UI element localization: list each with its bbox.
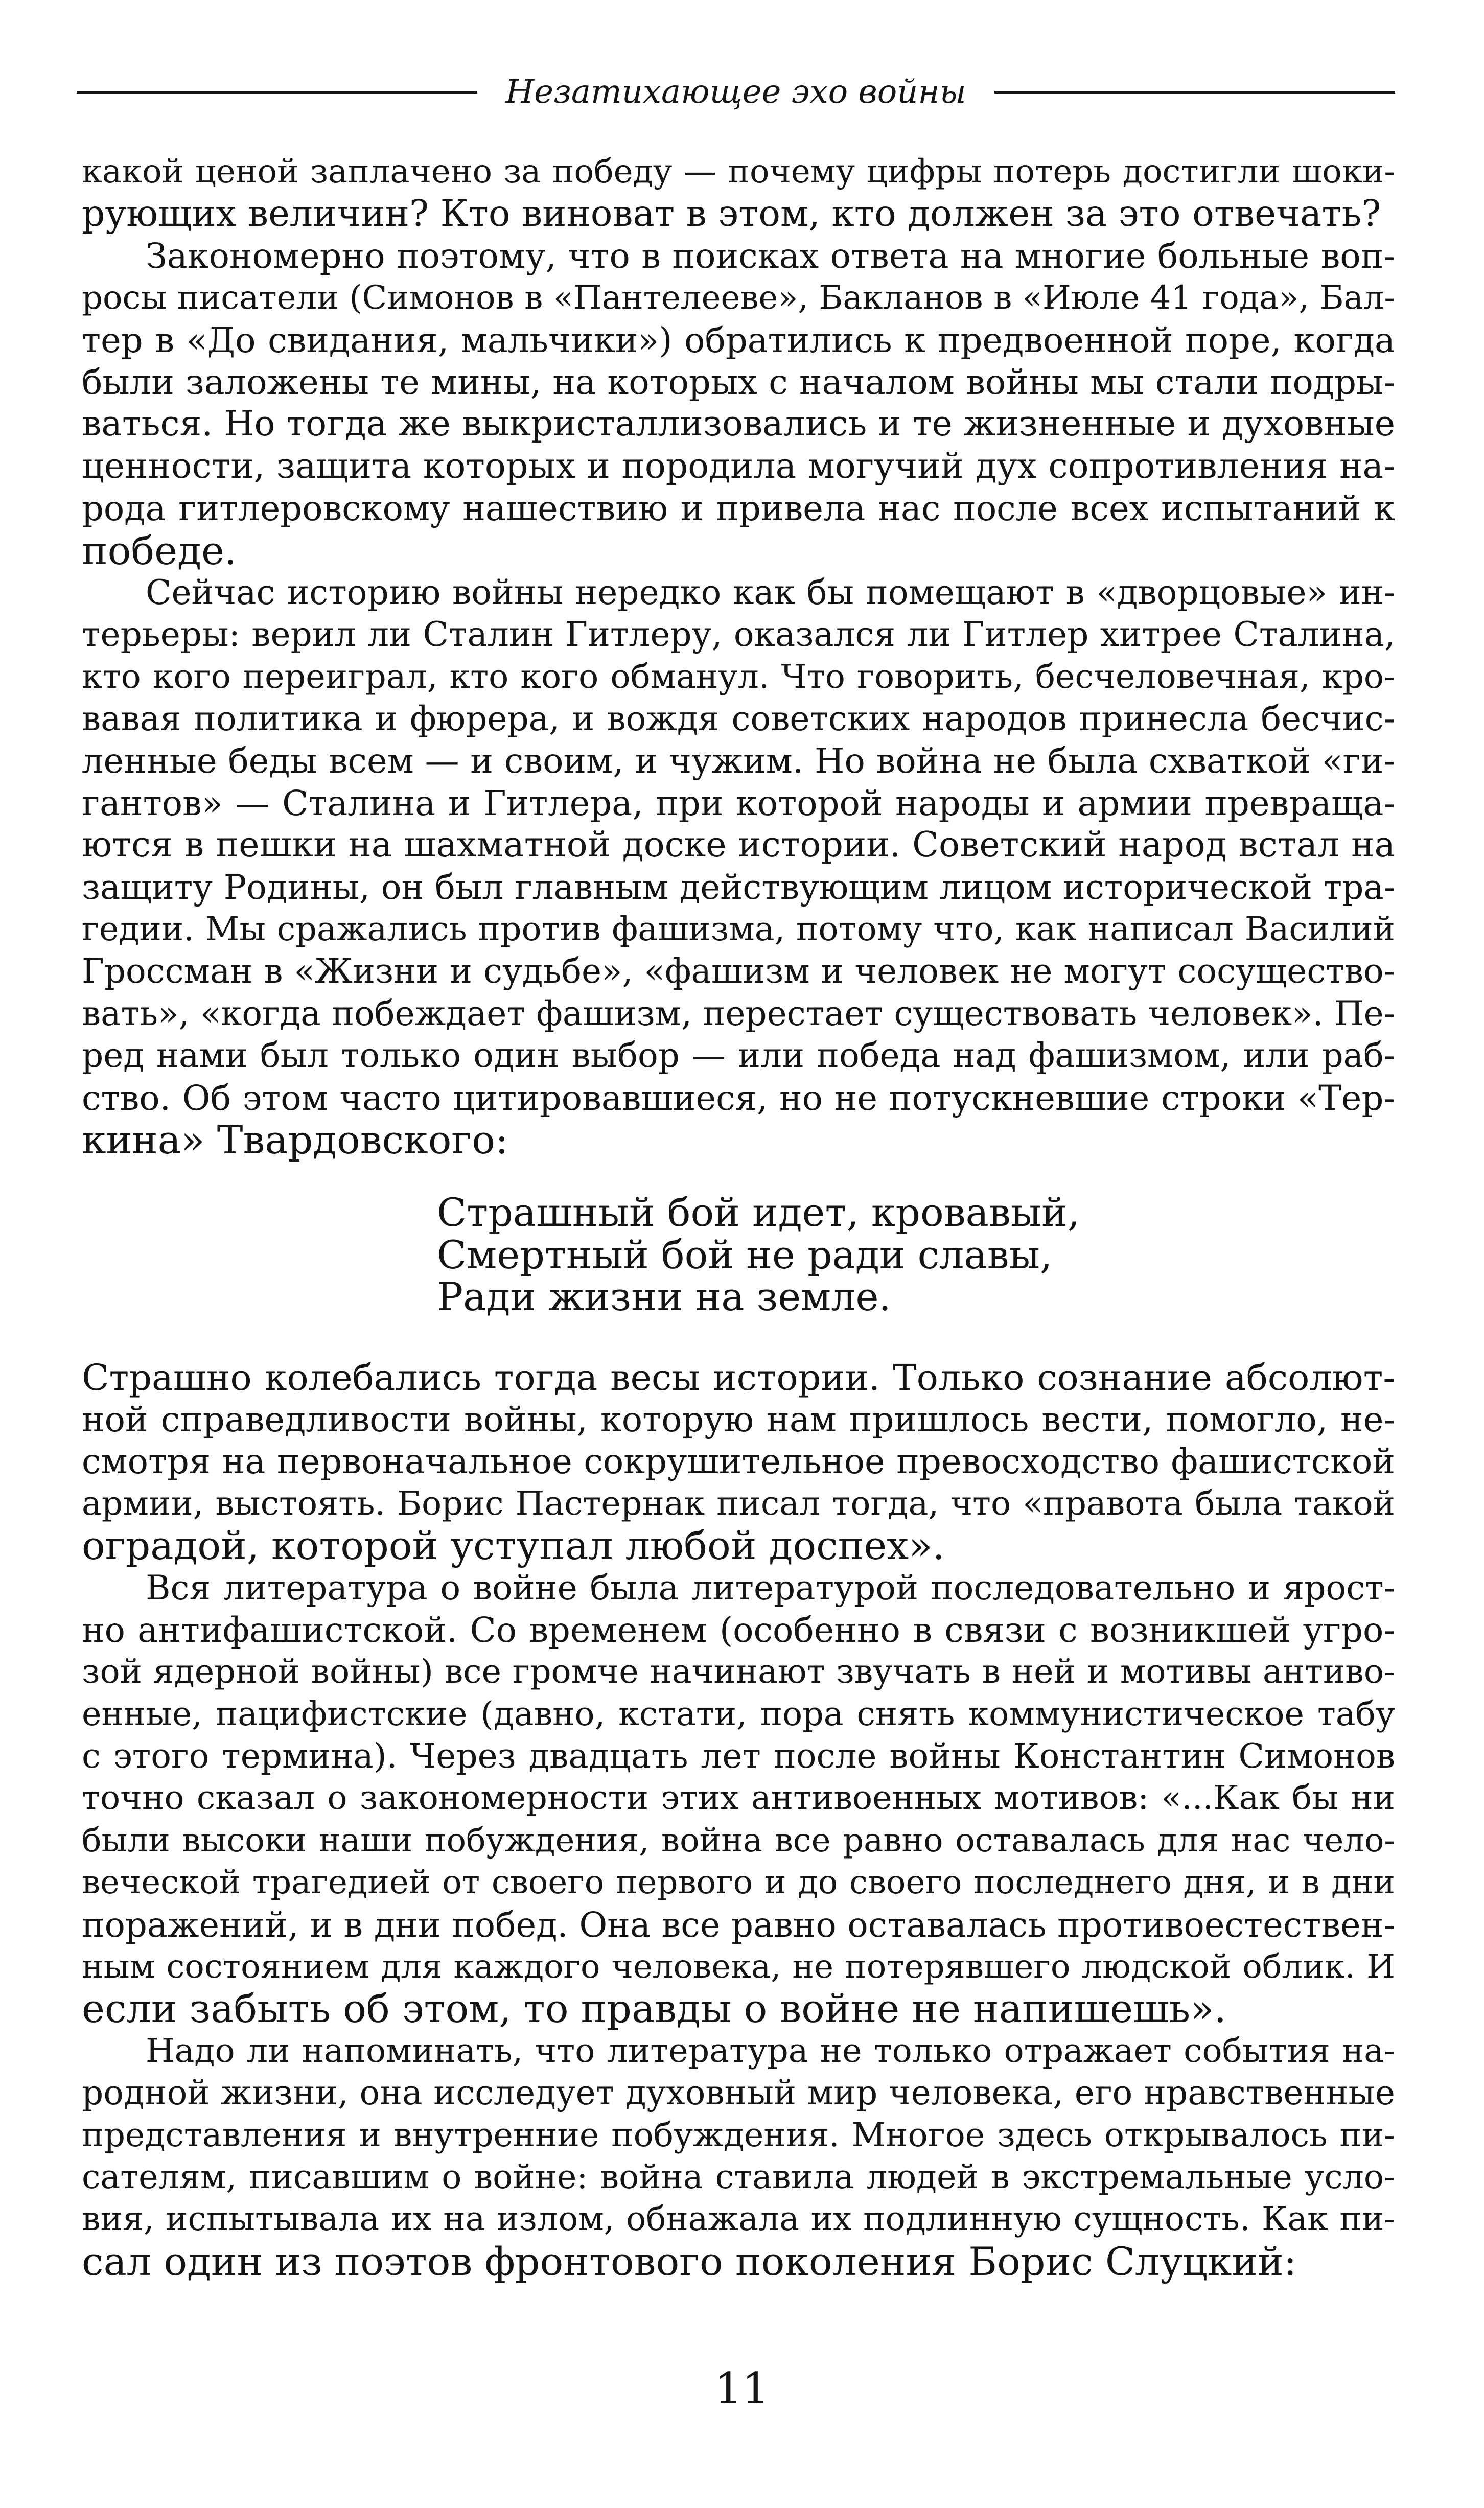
text-line: защиту Родины, он был главным действующим лицом исторической тра- [82, 867, 1395, 907]
text-line: ценности, защита которых и породила могучий дух сопротивления на- [82, 446, 1395, 486]
text-line: кто кого переиграл, кто кого обманул. Что говорить, бесчеловечная, кро- [82, 657, 1395, 696]
text-line: были высоки наши побуждения, война все равно оставалась для нас чело- [82, 1821, 1395, 1860]
verse-quote [82, 1192, 1395, 1318]
text-line: Сейчас историю войны нередко как бы помещают в «дворцовые» ин- [146, 572, 1395, 612]
verse-line: Страшный бой идет, кровавый, [437, 1190, 1080, 1236]
text-line: ются в пешки на шахматной доске истории. Советский народ встал на [82, 825, 1395, 866]
paragraph [82, 1357, 1395, 1567]
text-line: ваться. Но тогда же выкристаллизовались и те жизненные и духовные [82, 404, 1395, 445]
text-line: сателям, писавшим о войне: война ставила людей в экстремальные усло- [82, 2157, 1395, 2196]
text-line: сал один из поэтов фронтового поколения Борис Слуцкий: [82, 2238, 1297, 2284]
paragraph [82, 1567, 1395, 2030]
text-line: рода гитлеровскому нашествию и привела нас после всех испытаний к [82, 489, 1395, 529]
text-line: Вся литература о войне была литературой последовательно и ярост- [146, 1568, 1395, 1608]
text-line: армии, выстоять. Борис Пастернак писал тогда, что «правота была такой [82, 1484, 1395, 1523]
text-line: родной жизни, она исследует духовный мир человека, его нравственные [82, 2073, 1395, 2113]
paragraph [82, 2030, 1395, 2283]
paragraph [82, 572, 1395, 1161]
verse-line: Ради жизни на земле. [437, 1274, 891, 1320]
text-line: Закономерно поэтому, что в поисках ответа на многие больные воп- [146, 236, 1395, 276]
body-text [82, 151, 1395, 2283]
verse-line: Смертный бой не ради славы, [437, 1232, 1053, 1278]
text-line: гедии. Мы сражались против фашизма, потому что, как написал Василий [82, 910, 1395, 949]
text-line: победе. [82, 527, 237, 573]
header-rule-left [77, 91, 477, 94]
text-line: росы писатели (Симонов в «Пантелееве», Бакланов в «Июле 41 года», Бал- [82, 279, 1395, 317]
text-line: рующих величин? Кто виноват в этом, кто должен за это отвечать? [82, 192, 1381, 235]
text-line: вия, испытывала их на излом, обнажала их подлинную сущность. Как пи- [82, 2200, 1395, 2239]
text-line: если забыть об этом, то правды о войне не напишешь». [82, 1986, 1226, 2032]
text-line: ред нами был только один выбор — или победа над фашизмом, или раб- [82, 1036, 1395, 1076]
text-line: Гроссман в «Жизни и судьбе», «фашизм и человек не могут сосущество- [82, 951, 1395, 991]
paragraph [82, 235, 1395, 572]
paragraph [82, 151, 1395, 235]
text-line: но антифашистской. Со временем (особенно в связи с возникшей угро- [82, 1610, 1395, 1650]
text-line: смотря на первоначальное сокрушительное превосходство фашистской [82, 1442, 1395, 1482]
header-rule-right [994, 91, 1395, 94]
text-line: вавая политика и фюрера, и вождя советских народов принесла бесчис- [82, 699, 1395, 739]
text-line: веческой трагедией от своего первого и до своего последнего дня, и в дни [82, 1864, 1395, 1902]
text-line: точно сказал о закономерности этих антивоенных мотивов: «...Как бы ни [82, 1779, 1395, 1818]
text-line: Надо ли напоминать, что литература не только отражает события на- [146, 2031, 1395, 2070]
text-line: зой ядерной войны) все громче начинают звучать в ней и мотивы антиво- [82, 1653, 1395, 1691]
text-line: какой ценой заплачено за победу — почему цифры потерь достигли шоки- [82, 153, 1395, 191]
running-header [77, 72, 1395, 112]
page-number: 11 [714, 2363, 770, 2413]
text-line: были заложены те мины, на которых с началом войны мы стали подры- [82, 362, 1395, 402]
text-line: кина» Твардовского: [82, 1117, 508, 1163]
text-line: вать», «когда побеждает фашизм, перестает существовать человек». Пе- [82, 993, 1395, 1033]
text-line: енные, пацифистские (давно, кстати, пора снять коммунистическое табу [82, 1694, 1395, 1733]
text-line: Страшно колебались тогда весы истории. Только сознание абсолют- [82, 1356, 1395, 1399]
text-line: с этого термина). Через двадцать лет после войны Константин Симонов [82, 1736, 1395, 1776]
text-line: оградой, которой уступал любой доспех». [82, 1523, 945, 1569]
text-line: ленные беды всем — и своим, и чужим. Но война не была схваткой «ги- [82, 741, 1395, 781]
text-line: представления и внутренние побуждения. Многое здесь открывалось пи- [82, 2116, 1395, 2154]
text-line: ным состоянием для каждого человека, не потерявшего людской облик. И [82, 1948, 1395, 1986]
text-line: тер в «До свидания, мальчики») обратились к предвоенной поре, когда [82, 320, 1395, 360]
text-line: терьеры: верил ли Сталин Гитлеру, оказался ли Гитлер хитрее Сталина, [82, 615, 1395, 655]
running-title: Незатихающее эхо войны [505, 73, 966, 111]
text-line: ство. Об этом часто цитировавшиеся, но не потускневшие строки «Тер- [82, 1078, 1395, 1118]
text-line: поражений, и в дни побед. Она все равно оставалась противоестествен- [82, 1905, 1395, 1945]
text-line: ной справедливости войны, которую нам пришлось вести, помогло, не- [82, 1399, 1395, 1439]
text-line: гантов» — Сталина и Гитлера, при которой народы и армии превраща- [82, 783, 1395, 823]
